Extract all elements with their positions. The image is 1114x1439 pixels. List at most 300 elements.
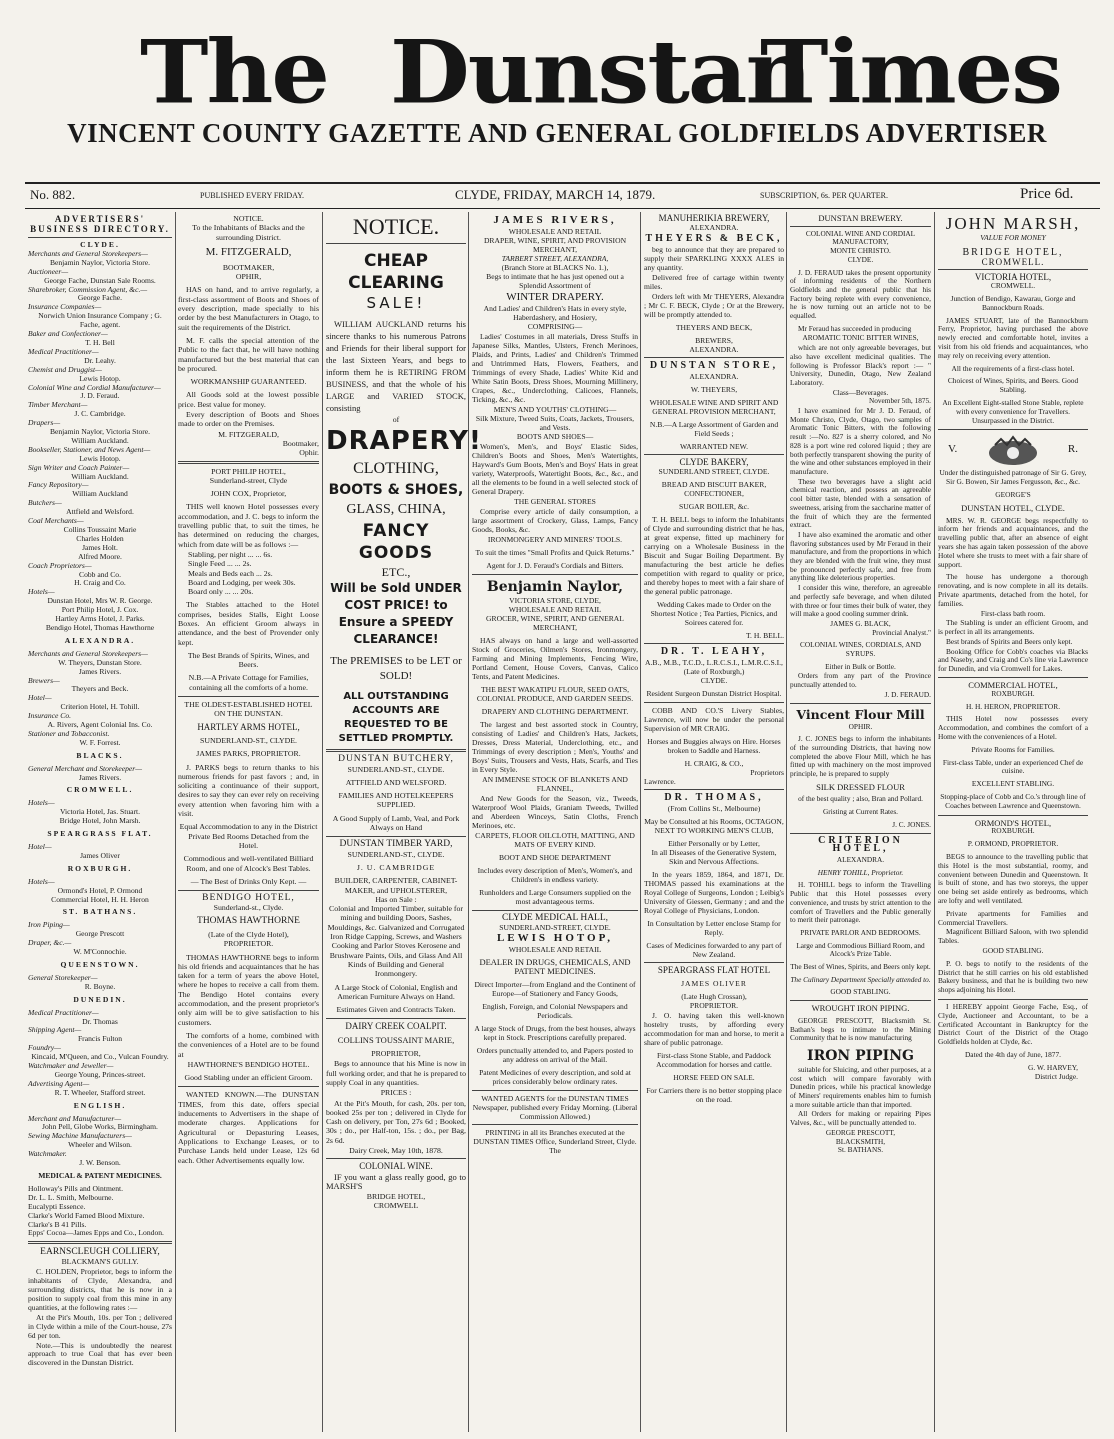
rivers-branch: (Branch Store at BLACKS No. 1.), (501, 263, 609, 272)
list-item: James Rivers. (78, 772, 122, 782)
bakery-cakes: Wedding Cakes made to Order on the Shortest Notice ; Tea Parties, Picnics, and Soirees catered for. (650, 600, 778, 627)
speargrass-hotel-title: SPEARGRASS FLAT HOTEL (657, 965, 771, 975)
colliery-rates: At the Pit's Mouth, 10s. per Ton ; delivered in Clyde within a mile of the Court-house, 27s 6d per ton. (28, 1312, 172, 1340)
list-item: Iron Piping— (28, 920, 70, 930)
column-ads-5 (644, 214, 784, 1429)
list-item: T. H. Bell (85, 337, 115, 347)
rate-line: Stabling, per night ... ... 6s. (188, 549, 273, 559)
list-item: James Rivers. (78, 666, 122, 676)
feraud-body-3: which are not only agreeable beverages, but also have excellent medicinal qualities. The following is Professor Black's report :— " University, Dunedin, Otago, New Zealand Laboratory. (790, 343, 931, 387)
list-item: Drapers— (28, 418, 61, 428)
list-item: Dr. L. L. Smith, Melbourne. (28, 1192, 114, 1202)
leahy-title: DR. T. LEAHY, (660, 646, 768, 657)
divider (938, 677, 1088, 678)
list-item: Medical Practitioner— (28, 346, 99, 356)
dunstan-store-nb: N.B.—A Large Assortment of Garden and Field Seeds ; (649, 420, 779, 438)
rivers-trade: DRAPER, WINE, SPIRIT, AND PROVISION MERCHANT, (483, 236, 627, 254)
vr-right: R. (1067, 443, 1078, 456)
flour-mill-place: OPHIR. (848, 721, 873, 731)
theyers-body: beg to announce that they are prepared to supply their SPARKLING XXXX ALES in any quantity. (644, 245, 784, 272)
list-item: Merchants and General Storekeepers— (28, 248, 148, 258)
directory-list-alexandra (28, 650, 172, 748)
list-item: Shipping Agent— (28, 1025, 82, 1035)
masthead (0, 0, 1114, 190)
private-parlor: PRIVATE PARLOR AND BEDROOMS. (800, 927, 921, 937)
families: Private Rooms for Families. (971, 744, 1055, 754)
bendigo-body: THOMAS HAWTHORNE begs to inform his old friends and acquaintances that he has taken for a term of years the above Hotel, where he hopes to receive a call from them. The Bendigo Hotel contains every accommodation, and the present proprietor's only aim will be to give satisfaction to his customers. (178, 952, 319, 1027)
coalpit-rates: At the Pit's Mouth, for cash, 20s. per ton, booked 25s per ton ; delivered in Clyde for Cash on delivery, per Ton, 27s 6d ; Booked, 30s ; do., per Half-ton, 15s. ; do., per Bag, 2s 6d. (326, 1098, 466, 1145)
hartley-title: HARTLEY ARMS HOTEL, (197, 721, 300, 732)
section-alexandra: ALEXANDRA. (64, 635, 136, 645)
list-item: George Young, Princes-street. (54, 1069, 146, 1079)
divider (326, 1018, 466, 1019)
column-ads-6 (790, 214, 931, 1429)
class-beverages: Class—Beverages. (832, 387, 889, 397)
list-item: R. Boyne. (84, 981, 116, 991)
booking-office: Booking Office for Cobb's coaches via Blacks and Naseby, and Craig and Co's line via Lawrence for Dunedin, and via Cromwell for Lakes. (938, 646, 1088, 674)
divider (326, 243, 466, 244)
small-profits: To suit the times "Small Profits and Quick Returns." (475, 548, 635, 557)
list-item: Brewers— (28, 675, 60, 685)
glass-china-heading: GLASS, CHINA, (346, 502, 446, 518)
list-item: William Auckland (72, 489, 128, 499)
list-item: H. Craig and Co. (74, 578, 126, 588)
stopping-place: Stopping-place of Cobb and Co.'s through line of Coaches between Lawrence and Queenstown. (940, 792, 1086, 810)
good-stabling: GOOD STABLING. (830, 987, 891, 997)
hartley-owner: JAMES PARKS, PROPRIETOR. (196, 749, 301, 759)
list-item: Fancy Repository— (28, 480, 89, 490)
colonial-wine: COLONIAL WINE AND CORDIAL MANUFACTORY, (805, 228, 916, 247)
prescott-place: St. BATHANS. (837, 1145, 884, 1155)
leahy-place: CLYDE. (700, 676, 728, 685)
timber-sale: Has on Sale : (375, 894, 417, 904)
dunstan-store-place: ALEXANDRA. (689, 372, 739, 381)
naylor-drapery-body: The largest and best assorted stock in Country, consisting of Ladies' and Children's Hats, Jackets, Dresses, Dress Material, Underclothing, etc., and Trimmings of every description ; Men's, Youths' and Boys' Suits, Trousers and Vests, Hats, Scarfs, and Ties in Every Style. (472, 720, 638, 774)
thomas-either: Either Personally or by Letter, (668, 839, 760, 848)
manuherikia-title: MANUHERIKIA BREWERY, (658, 213, 770, 223)
cobb-place: Lawrence. (644, 777, 676, 786)
mens-body: Silk Mixture, Tweed Suits, Coats, Jackets, Trousers, and Vests. (475, 414, 635, 432)
marsh-title: JOHN MARSH, (945, 214, 1081, 233)
timber-items: Colonial and Imported Timber, suitable for mining and building Doors, Sashes, Mouldings, &c. Galvanized and Corrugated Iron Ridge Capping, Screws, and Washers Cooking and Parlor Stoves Kerosene and Brushware Paints, Oils, and Glass And All Kinds of Building and General Ironmongery. (327, 904, 465, 979)
prescott-body: GEORGE PRESCOTT, Blacksmith St. Bathan's begs to intimate to the Mining Community that he is now manufacturing (790, 1015, 931, 1043)
directory-list-clyde (28, 250, 172, 633)
list-item: Benjamin Naylor, Victoria Store. (49, 427, 151, 437)
fitzgerald-body-2: M. F. calls the special attention of the Public to the fact that, he will have nothing manufactured but the best material that can be procured. (178, 335, 319, 373)
list-item: Hotels— (28, 876, 55, 886)
list-item: Dr. Leahy. (84, 355, 116, 365)
bendigo-title: BENDIGO HOTEL, (202, 893, 295, 904)
list-item: Merchants and General Storekeepers— (28, 648, 148, 658)
winter-items: Ladies' Costumes in all materials, Dress Stuffs in Japanese Silks, Mantles, Ulsters, French Merinoes, Plaids, and Prints, Ladies' and Children's Trimmed and Untrimmed Hats, Flowers, Feathers, and Trimmings of every Shade, Ladies' White Kid and White Satin Boots, Dress Shoes, Mourning Millinery, Crapes, &c., Underclothing, Calicoes, Flannels, Ticking, &c., &c. (472, 332, 638, 404)
prescott-trade: BLACKSMITH, (835, 1136, 886, 1146)
list-item: Hartley Arms Hotel, J. Parks. (55, 614, 145, 624)
list-item: Norwich Union Insurance Company ; G. Fache, agent. (38, 311, 162, 330)
bendigo-owner: THOMAS HAWTHORNE (197, 915, 300, 926)
fitzgerald-order: Every description of Boots and Shoes made to order on the Premises. (178, 410, 319, 429)
fitzgerald-sign-2: Bootmaker, (282, 438, 319, 448)
naylor-trade: GROCER, WINE, SPIRIT, AND GENERAL MERCHANT, (486, 614, 624, 632)
list-item: Hotel— (28, 693, 52, 703)
naylor-goods: And New Goods for the Season, viz., Tweeds, Waterproof Wool Plaids, Graniam Tweeds, Twilled and Aberdeen Winceys, Satin Cloths, French Merinoes, etc. (472, 794, 638, 830)
issue-number: No. 882. (30, 187, 76, 202)
wine-body: IF you want a glass really good, go to MARSH'S (326, 1171, 466, 1191)
flour-mill-title: Vincent Flour Mill (796, 706, 925, 722)
list-item: Chemist and Druggist— (28, 364, 102, 374)
port-philip-title: PORT PHILIP HOTEL, (211, 466, 286, 476)
fitzgerald-name: M. FITZGERALD, (205, 245, 292, 258)
harvey-title: District Judge. (1034, 1071, 1078, 1081)
rate-line: Board and Lodging, per week 30s. (188, 577, 296, 587)
medical-hall-title: CLYDE MEDICAL HALL, (501, 913, 609, 923)
george-stabling: The Stabling is under an efficient Groom, and is perfect in all its arrangements. (938, 618, 1088, 637)
rivers-sub: WHOLESALE AND RETAIL (508, 227, 602, 236)
list-item: William Auckland. (71, 435, 129, 445)
theyers-delivered: Delivered free of cartage within twenty miles. (644, 273, 784, 291)
list-item: Auctioneer— (28, 266, 69, 276)
bendigo-stabling: Good Stabling under an efficient Groom. (184, 1073, 313, 1083)
bridge-hotel: BRIDGE HOTEL, (962, 246, 1064, 258)
bakery-trade: BREAD AND BISCUIT BAKER, CONFECTIONER, (661, 480, 767, 498)
list-item: Hotel— (28, 842, 52, 851)
wanted-known-body: WANTED KNOWN.—The DUNSTAN TIMES, from this date, offers special inducements to Advertisers in the shape of moderate charges. Applications for Agricultural or Depasturing Leases, Applications to Exchange Leases, or to Purchase Lands held under Lease, 12s 6d each. Other Advertisements equally low. (178, 1090, 319, 1165)
drapery-heading: DRAPERY! (326, 426, 482, 457)
gristing: Gristing at Current Rates. (823, 807, 898, 817)
george-brands: Best brands of Spirits and Beers only kept. (946, 636, 1073, 646)
report-1: I have examined for Mr J. D. Feraud, of Monte Christo, Clyde, Otago, two samples of Aromatic Tonic Bitters, with the following result :—No. 827 is a sherry colored, and No 828 is a port wine red colored liquid ; they are both perfectly transparent showing the purity of the wine and other substances employed in their manufacture. (790, 406, 931, 476)
excellent-stabling: EXCELLENT STABLING. (971, 779, 1055, 789)
feraud-sign: J. D. FERAUD. (884, 689, 931, 699)
thomas-years: In the years 1859, 1864, and 1871, Dr. THOMAS passed his examinations at the Royal College of Surgeons, London ; Leibig's University of Giessen, Germany ; and and the Royal College of Physicians, London. (644, 870, 784, 915)
province-orders: Orders from any part of the Province punctually attended to. (790, 671, 931, 690)
hartley-rooms: Commodious and well-ventilated Billiard Room, and one of Alcock's Best Tables. (183, 854, 314, 873)
section-roxburgh: ROXBURGH. (67, 863, 133, 873)
divider (790, 226, 931, 227)
butchery-title: DUNSTAN BUTCHERY, (338, 754, 454, 765)
victoria-hotel: VICTORIA HOTEL, (974, 272, 1052, 283)
bitter-wines: AROMATIC TONIC BITTER WINES, (802, 333, 919, 343)
divider (472, 910, 638, 911)
wine-place: CROMWELL (373, 1201, 419, 1211)
hotop-stock: A large Stock of Drugs, from the best houses, always kept in Stock. Prescriptions carefully prepared. (474, 1024, 636, 1042)
winter-body: And Ladies' and Children's Hats in every style, Haberdashery, and Hosiery, (483, 304, 627, 322)
timber-title: DUNSTAN TIMBER YARD, (339, 839, 453, 850)
boots-body: Women's, Men's, and Boys' Elastic Sides, Children's Boots and Shoes, Men's Watertights, Hayward's Gum Boots, Men's and Boys' Hats in great variety, Waterproofs, Watertight Boots, &c., &c., and all the elements to be found in a well selected stock of General Drapery. (472, 442, 638, 496)
bakery-sign: T. H. BELL. (745, 631, 784, 640)
naylor-runholders: Runholders and Large Consumers supplied on the most advantageous terms. (479, 888, 631, 906)
medical-hall-street: SUNDERLAND-STREET, CLYDE. (499, 923, 611, 932)
masthead-subtitle: VINCENT COUNTY GAZETTE AND GENERAL GOLDFIELDS ADVERTISER (67, 118, 1047, 148)
masthead-title-dunstan: Dunstan (390, 20, 811, 124)
hotop-importer: Direct Importer—from England and the Continent of Europe—of Stationery and Fancy Goods, (474, 980, 636, 998)
ormond-body: BEGS to announce to the travelling public that this Hotel is the most substantial, roomy, and convenient between Dunedin and Queenstown. It is built of stone, and has two storeys, the upper one being set aside entirely as bedrooms, which are lofty and well ventilated. (938, 852, 1088, 906)
patronage: Under the distinguished patronage of Sir G. Grey, Sir G. Bowen, Sir James Fergusson, &c., &c. (939, 468, 1087, 487)
list-item: Sign Writer and Coach Painter— (28, 462, 130, 472)
list-item: Insurance Companies— (28, 302, 102, 312)
fitzgerald-sign: M. FITZGERALD, (218, 429, 279, 439)
list-item: Draper, &c.— (28, 938, 72, 948)
port-philip-owner: JOHN COX, Proprietor, (210, 489, 287, 499)
column-ads-4 (472, 214, 638, 1429)
thomas-diseases: In all Diseases of the Generative System, Skin and Nervous Affections. (651, 848, 777, 866)
section-clyde: CLYDE. (80, 240, 120, 249)
dunstan-store-warranted: WARRANTED NEW. (679, 442, 749, 451)
list-item: Baker and Confectioner— (28, 329, 108, 339)
list-item: Clarke's B 41 Pills. (28, 1219, 87, 1229)
divider (790, 1000, 931, 1001)
dunstan-hotel: DUNSTAN HOTEL, CLYDE. (961, 502, 1065, 513)
list-item: William Auckland. (71, 471, 129, 481)
auckland-of: of (392, 415, 400, 424)
auckland-body: WILLIAM AUCKLAND returns his sincere thanks to his numerous Patrons and Friends for their liberal support for the last Sixteen Years, and begs to inform them he is RETIRING FROM BUSINESS, and that the whole of his LARGE and VARIED STOCK, consisting (326, 319, 466, 413)
list-item: Epps' Cocoa—James Epps and Co., London. (28, 1228, 164, 1238)
thomas-late: (From Collins St., Melbourne) (667, 804, 761, 813)
divider (178, 1086, 319, 1087)
ormond-prop: P. ORMOND, PROPRIETOR. (967, 839, 1059, 849)
hartley-drinks: — The Best of Drinks Only Kept. — (190, 876, 307, 886)
silk-body: of the best quality ; also, Bran and Pollard. (798, 794, 923, 804)
fitzgerald-guarantee: WORKMANSHIP GUARANTEED. (190, 377, 307, 387)
timber-trades: BUILDER, CARPENTER, CABINET-MAKER, and UPHOLSTERER, (334, 876, 458, 895)
coalpit-owner: COLLINS TOUSSAINT MARIE, (337, 1034, 455, 1045)
list-item: Holloway's Pills and Ointment. (28, 1183, 124, 1193)
thomas-title: DR. THOMAS, (664, 792, 764, 803)
column-rule (934, 212, 935, 1432)
jones-sign: J. C. JONES. (892, 819, 931, 829)
cobb-horses: Horses and Buggies always on Hire. Horses broken to Saddle and Harness. (647, 737, 781, 755)
butchery-owners: ATTFIELD AND WELSFORD. (345, 777, 447, 787)
divider (178, 696, 319, 697)
choicest: Choicest of Wines, Spirits, and Beers. Good Stabling. (947, 376, 1079, 395)
junction: Junction of Bendigo, Kawarau, Gorge and Bannockburn Roads. (950, 293, 1076, 312)
bulk-bottle: Either in Bulk or Bottle. (825, 661, 896, 671)
printing-body: PRINTING in all its Branches executed at the DUNSTAN TIMES Office, Sunderland Street, Clyde. The (473, 1128, 637, 1155)
list-item: Watchmaker and Jeweller— (28, 1061, 114, 1071)
timber-stock: A Large Stock of Colonial, English and American Furniture Always on Hand. (334, 982, 458, 1001)
list-item: Francis Fulton (77, 1034, 123, 1044)
divider (644, 357, 784, 358)
fancy-goods-heading: FANCY GOODS (358, 521, 434, 564)
rivers-body: Begs to intimate that he has just opened out a Splendid Assortment of (486, 272, 624, 290)
column-rule (322, 212, 323, 1432)
list-item: Bridge Hotel, John Marsh. (59, 816, 141, 826)
bendigo-body-2: The comforts of a home, combined with the conveniences of a Hotel are to be found at (178, 1030, 319, 1059)
list-item: Bendigo Hotel, Thomas Hawthorne (45, 622, 155, 632)
fitzgerald-place: OPHIR, (235, 272, 262, 282)
sold-under-cost: Will be Sold UNDER COST PRICE! to Ensure a SPEEDY CLEARANCE! (330, 581, 462, 647)
list-item: Watchmaker. (28, 1149, 67, 1159)
bakery-street: SUNDERLAND STREET, CLYDE. (658, 467, 770, 476)
list-item: General Merchant and Storekeeper— (28, 763, 142, 773)
list-item: Coal Merchants— (28, 516, 84, 526)
section-queenstown: QUEENSTOWN. (60, 959, 140, 969)
coalpit-prop: PROPRIETOR, (371, 1049, 421, 1059)
iron-piping-heading: IRON PIPING (807, 1047, 914, 1064)
list-item: Butchers— (28, 498, 62, 508)
general-body: Comprise every article of daily consumption, a large assortment of Crockery, Glass, Lamps, Fancy Goods, Books, &c. (472, 507, 638, 534)
bendigo-late: (Late of the Clyde Hotel), (208, 930, 289, 939)
divider (178, 461, 319, 464)
list-item: J. W. Benson. (79, 1158, 121, 1168)
tohill-body: H. TOHILL begs to inform the Travelling Public that this Hotel possesses every convenience, and trusts by strict attention to the comfort of Travellers and the Public generally to merit their patronage. (790, 880, 931, 925)
wrought-iron-title: WROUGHT IRON PIPING. (811, 1003, 910, 1014)
oliver-name: JAMES OLIVER (681, 979, 747, 988)
column-directory (28, 214, 172, 1429)
prescott-orders: All Orders for making or repairing Pipes Valves, &c., will be punctually attended to. (790, 1109, 931, 1128)
rivers-title: JAMES RIVERS, (493, 214, 617, 226)
masthead-title-times: Times (760, 20, 1062, 124)
list-item: Cobb and Co. (79, 569, 121, 579)
oldest-hotel: THE OLDEST-ESTABLISHED HOTEL ON THE DUNSTAN. (184, 700, 313, 719)
list-item: George Fache, Dunstan Sale Rooms. (44, 275, 156, 285)
port-philip-body: THIS well known Hotel possesses every accommodation, and J. C. begs to inform the travelling public that, to suit the times, he has determined on reducing the charges, which from date will be as follows :— (178, 502, 319, 549)
price: Price 6d. (1020, 186, 1074, 202)
colliery-body: C. HOLDEN, Proprietor, begs to inform the inhabitants of Clyde, Alexandra, and surrounding districts, that he is now in a position to supply coal from this mine in any quantities, at the following rates :— (28, 1267, 172, 1312)
oliver-body: J. O. having taken this well-known hostelry trusts, by affording every accommodation for man and horse, to merit a share of public patronage. (644, 1011, 784, 1047)
thomas-cases: Cases of Medicines forwarded to any part of New Zealand. (646, 941, 782, 959)
list-item: Criterion Hotel, H. Tohill. (60, 702, 140, 712)
list-item: Coach Proprietors— (28, 560, 92, 570)
column-ads-3 (326, 214, 482, 1429)
divider (790, 703, 931, 704)
list-item: Clarke's World Famed Blood Mixture. (28, 1210, 145, 1220)
eight-stalled: An Excellent Eight-stalled Stone Stable, replete with every convenience for Travellers. Unsurpassed in the District. (942, 397, 1084, 425)
ormond-billiard: Magnificent Billiard Saloon, with two splendid Tables. (938, 927, 1088, 946)
list-item: Dr. Thomas (82, 1016, 118, 1026)
value-for-money: VALUE FOR MONEY (980, 233, 1046, 242)
list-item: Sewing Machine Manufacturers— (28, 1131, 132, 1141)
heron-body: THIS Hotel now possesses every Accommodation, and combines the comfort of a Home with the conveniences of a Hotel. (938, 714, 1088, 742)
oliver-late: (Late Hugh Crossan), (681, 992, 747, 1001)
list-item: Medical Practitioner— (28, 1007, 99, 1017)
list-item: Bookseller, Stationer, and News Agent— (28, 444, 151, 454)
oliver-feed: HORSE FEED ON SALE. (673, 1073, 755, 1082)
jones-body: J. C. JONES begs to inform the inhabitants of the surrounding Districts, that having now completed the above Flour Mill, which he has fitted up with machinery on the most improved principle, he is prepared to supply (790, 734, 931, 779)
black-sign: JAMES G. BLACK, (830, 618, 891, 628)
divider (644, 454, 784, 455)
port-philip-brands: The Best Brands of Spirits, Wines, and Beers. (187, 650, 310, 670)
divider (644, 789, 784, 790)
info-bar (25, 186, 1100, 208)
list-item: Collins Toussaint Marie (63, 525, 137, 534)
general-stores: THE GENERAL STORES (514, 497, 596, 506)
commercial-place: ROXBURGH. (991, 688, 1035, 698)
oliver-prop: PROPRIETOR. (689, 1001, 739, 1010)
naylor-body: HAS always on hand a large and well-assorted Stock of Groceries, Oilmen's Stores, Ironmongery, Farming and Mining Implements, Fencing Wire, Portland Cement, House Covers, Canvas, Calico Tents, and Patent Medicines. (472, 636, 638, 681)
list-item: J. D. Feraud. (80, 391, 120, 401)
colliery-subtitle: BLACKMAN'S GULLY. (61, 1257, 139, 1267)
section-medical: MEDICAL & PATENT MEDICINES. (38, 1171, 162, 1180)
divider (472, 1090, 638, 1091)
list-item: Alfred Moore. (78, 551, 122, 561)
naylor-wheat: THE BEST WAKATIPU FLOUR, SEED OATS, COLONIAL PRODUCE, AND GARDEN SEEDS. (476, 685, 634, 703)
commercial-hotel: COMMERCIAL HOTEL, (968, 680, 1058, 691)
bakery-sugar: SUGAR BOILER, &c. (678, 502, 750, 511)
fitzgerald-body: HAS on hand, and to arrive regularly, a first-class assortment of Boots and Shoes of every description, made specially to his order by the best Manufacturers in Otago, to suit the requirements of the District. (178, 285, 319, 332)
wanted-agents: WANTED AGENTS for the DUNSTAN TIMES Newspaper, published every Friday Morning. (Liberal Commission Allowed.) (472, 1094, 638, 1121)
bathroom: First-class bath room. (980, 608, 1046, 618)
section-st-bathans: ST. BATHANS. (62, 907, 138, 917)
timber-street: SUNDERLAND-ST., CLYDE. (347, 849, 445, 859)
port-philip-nb: N.B.—A Private Cottage for Families, containing all the comforts of a home. (188, 673, 309, 692)
theyers-sign-3: ALEXANDRA. (689, 345, 739, 354)
masthead-rule-top (25, 182, 1100, 184)
wine-hotel: BRIDGE HOTEL, (366, 1192, 426, 1202)
winter-drapery: WINTER DRAPERY. (506, 291, 604, 303)
butchery-street: SUNDERLAND-ST., CLYDE. (347, 764, 445, 774)
divider (644, 702, 784, 703)
coalpit-prices: PRICES : (380, 1088, 412, 1098)
list-item: Victoria Hotel, Jas. Stuart. (59, 807, 141, 817)
theyers-orders: Orders left with Mr THEYERS, Alexandra ; Mr C. F. BECK, Clyde ; Or at the Brewery, will be promptly attended to. (644, 292, 784, 319)
port-philip-street: Sunderland-street, Clyde (209, 475, 288, 485)
cheap-clearing: CHEAP CLEARING (348, 251, 444, 293)
theyers-title: THEYERS & BECK, (645, 233, 783, 244)
feraud-agent: Agent for J. D. Feraud's Cordials and Bitters. (486, 561, 624, 570)
published-note: PUBLISHED EVERY FRIDAY. (200, 191, 304, 200)
list-item: Lewis Hotop. (79, 453, 121, 463)
wine-title: COLONIAL WINE. (359, 1161, 433, 1172)
list-item: W. Theyers, Dunstan Store. (58, 657, 142, 667)
monte-christo: MONTE CHRISTO. (830, 246, 891, 256)
analyst-sign: Provincial Analyst." (872, 627, 931, 637)
port-philip-rates (178, 550, 319, 596)
bendigo-street: Sunderland-st., Clyde. (213, 903, 284, 913)
list-item: W. M'Connochie. (73, 947, 127, 957)
boots-shoes-heading: BOOTS & SHOES, (328, 482, 464, 499)
report-3: I have also examined the aromatic and other flavoring substances used by Mr Feraud in their manufacture, and from the proportions in which they are blended with the fruit wine, they must be pronounced perfectly safe, and free from anything like deleterious properties. (790, 529, 931, 583)
criterion-place: ALEXANDRA. (836, 855, 885, 864)
column-ads-2 (178, 214, 319, 1429)
coalpit-date: Dairy Creek, May 10th, 1878. (349, 1145, 443, 1155)
rate-line: Board only ... ... 20s. (188, 587, 254, 597)
accounts-notice: ALL OUTSTANDING ACCOUNTS ARE REQUESTED TO BE SETTLED PROMPTLY. (338, 691, 454, 745)
bendigo-sign: HAWTHORNE'S BENDIGO HOTEL. (187, 1059, 310, 1069)
leahy-surgeon: Resident Surgeon Dunstan District Hospital. (646, 689, 782, 698)
boots-shoes-sub: BOOTS AND SHOES— (516, 432, 594, 441)
oliver-stone: First-class Stone Stable, and Paddock Accommodation for horses and cattle. (656, 1051, 772, 1069)
clothing-heading: CLOTHING, (353, 460, 439, 478)
divider (790, 833, 931, 834)
ormonds-hotel: ORMOND'S HOTEL, (974, 817, 1052, 828)
hotop-trade: DEALER IN DRUGS, CHEMICALS, AND PATENT MEDICINES. (479, 957, 631, 976)
masthead-rule-bottom (25, 208, 1100, 209)
list-item: Hotels— (28, 798, 55, 808)
list-item: Eucalypti Essence. (28, 1201, 86, 1211)
first-class-table: First-class Table, under an experienced Chef de cuisine. (942, 757, 1084, 776)
dunstan-store-title: DUNSTAN STORE, (649, 360, 779, 371)
notice-heading: NOTICE. (233, 214, 264, 223)
naylor-title: Benjamin Naylor, (486, 579, 624, 595)
cobb-sign-2: Proprietors (750, 768, 784, 777)
divider (938, 269, 1088, 270)
naylor-drapery: DRAPERY AND CLOTHING DEPARTMENT. (481, 707, 629, 716)
oliver-carriers: For Carriers there is no better stopping place on the road. (646, 1086, 782, 1104)
naylor-boot: BOOT AND SHOE DEPARTMENT (499, 853, 611, 862)
feraud-body: J. D. FERAUD takes the present opportunity of informing residents of the Northern Goldfields and the general public that his Factory being replete with every convenience, he is now turning out an article not to be equalled. (790, 267, 931, 321)
section-english: ENGLISH. (73, 1100, 127, 1110)
report-2: These two beverages have a slight acid chemical reaction, and possess an agreeable cool bitter taste, blended with a sensation of sweetness, arising from the saccharine matter of the fruit of which they are the fermented extract. (790, 476, 931, 530)
georges: GEORGE'S (995, 489, 1031, 499)
divider (644, 643, 784, 644)
billiard-room: Large and Commodious Billiard Room, and Alcock's Prize Table. (796, 940, 925, 959)
colliery-title: EARNSCLEUGH COLLIERY, (40, 1247, 160, 1258)
hotop-sub: WHOLESALE AND RETAIL (508, 945, 602, 954)
list-item: A. Rivers, Agent Colonial Ins. Co. (47, 720, 153, 730)
column-rule (786, 212, 787, 1432)
list-item: Insurance Co. (28, 711, 72, 721)
divider (472, 574, 638, 575)
